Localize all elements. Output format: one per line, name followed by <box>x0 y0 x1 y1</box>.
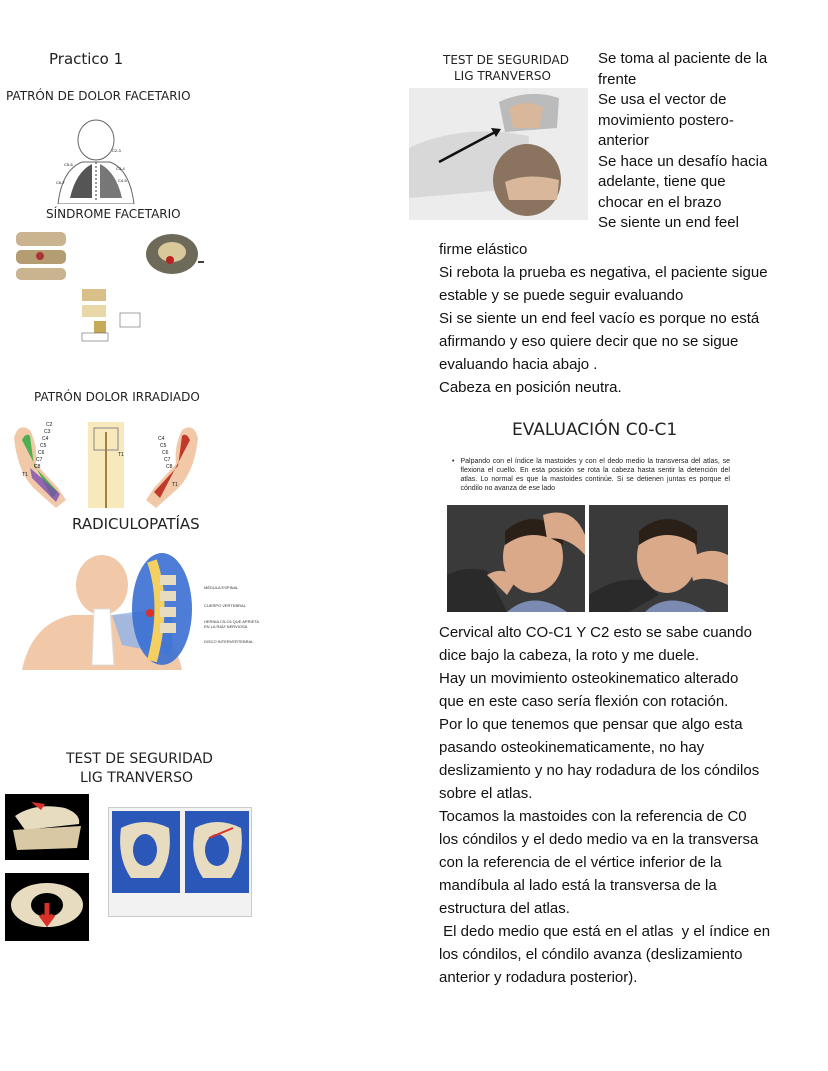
dermatome-label: C8 <box>166 464 173 470</box>
text-line: Se hace un desafío hacia <box>598 152 768 170</box>
vertebra-superior-image <box>142 226 206 282</box>
dermatome-label: C7 <box>164 457 171 463</box>
atlas-superior-image <box>5 873 89 941</box>
dermatome-label: C6 <box>162 450 169 456</box>
text-line: Se toma al paciente de la <box>598 50 768 67</box>
dermatome-radiated-pain-image <box>8 418 204 514</box>
text-line: afirmando y eso quiere decir que no se sigue <box>439 333 739 350</box>
c0-c1-eval-photo-2 <box>589 505 728 612</box>
dermatome-label: C3 <box>44 429 51 435</box>
text-line: El dedo medio que está en el atlas y el índice en <box>439 923 771 940</box>
safety-test-side-notes <box>598 49 767 234</box>
dermatome-label: C4 <box>158 436 165 442</box>
eval-notes <box>439 621 770 989</box>
facet-syndrome-heading: SÍNDROME FACETARIO <box>46 207 181 221</box>
text-line: deslizamiento y no hay rodadura de los cóndilos <box>439 762 760 779</box>
text-line: Hay un movimiento osteokinematico alterado <box>439 670 739 687</box>
radiculopathy-image <box>22 545 262 670</box>
facet-level-label: C5-6 <box>64 162 73 167</box>
transverse-ligament-test-photo <box>409 88 588 220</box>
dermatome-label: T1 <box>172 482 178 488</box>
text-line: adelante, tiene que <box>598 173 726 190</box>
atlas-ligament-photos <box>108 807 252 917</box>
right-safety-title-1: TEST DE SEGURIDAD <box>443 53 569 67</box>
radic-label: DISCO INTERVERTEBRAL <box>204 639 254 644</box>
dermatome-label: C8 <box>34 464 41 470</box>
text-line: con la referencia de el vértice inferior de la <box>439 854 722 871</box>
radiculopathies-heading: RADICULOPATÍAS <box>72 515 200 533</box>
text-line: pasando osteokinematicamente, no hay <box>439 739 705 756</box>
radic-label: CUERPO VERTEBRAL <box>204 603 246 608</box>
text-line: los cóndilos y el dedo medio va en la transversa <box>439 831 759 848</box>
text-line: chocar en el brazo <box>598 193 722 211</box>
facet-joint-diagram-image <box>80 285 144 343</box>
dermatome-label: C7 <box>36 457 43 463</box>
text-line: Si rebota la prueba es negativa, el paciente sigue <box>439 264 768 281</box>
text-line: firme elástico <box>439 241 528 258</box>
text-line: sobre el atlas. <box>439 785 533 802</box>
vertebra-lateral-image <box>10 224 72 284</box>
eval-caption <box>452 457 730 493</box>
facet-level-label: C3-4 <box>116 166 125 171</box>
text-line: Tocamos la mastoides con la referencia de C0 <box>439 808 747 825</box>
text-line: evaluando hacia abajo . <box>439 356 598 373</box>
text-line: Si se siente un end feel vacío es porque no está <box>439 310 760 327</box>
facet-level-label: C2-3 <box>112 148 121 153</box>
facet-level-label: C4-5 <box>118 178 127 183</box>
text-line: anterior y rodadura posterior). <box>439 969 638 986</box>
text-line: Se siente un end feel <box>598 214 739 231</box>
text-line: estable y se puede seguir evaluando <box>439 287 684 304</box>
text-line: Se usa el vector de <box>598 91 727 108</box>
left-safety-title-2: LIG TRANVERSO <box>80 770 194 786</box>
text-line: Por lo que tenemos que pensar que algo esta <box>439 716 743 733</box>
text-line: mandíbula al lado está la transversa de la <box>439 877 717 894</box>
safety-test-notes <box>439 238 768 399</box>
text-line: movimiento postero- <box>598 111 734 129</box>
eval-caption-text: Palpando con el índice la mastoides y con el dedo medio la transversa del atlas, se flexiona el cuello. En esta posición se rota la cabeza hasta sentir la detención del atlas. Lo normal es que la mastoides continúe. Si se detienen juntas es porque el cóndilo no avanza de ese lado <box>460 458 730 492</box>
c0-c1-eval-photo-1 <box>447 505 585 612</box>
dermatome-label: C6 <box>38 450 45 456</box>
left-safety-title-1: TEST DE SEGURIDAD <box>66 751 213 767</box>
facet-pain-pattern-image <box>48 118 144 204</box>
facet-level-label: C6-7 <box>56 180 65 185</box>
text-line: Cervical alto CO-C1 Y C2 esto se sabe cuando <box>439 624 752 641</box>
facet-pattern-heading: PATRÓN DE DOLOR FACETARIO <box>6 89 191 103</box>
text-line: los cóndilos, el cóndilo avanza (deslizamiento <box>439 946 743 963</box>
dermatome-label: T1 <box>22 472 28 478</box>
radic-label: HERNIA C5-C6 QUE APRIETA EN LA RAÍZ NERVIOSA <box>204 619 259 629</box>
dermatome-label: C5 <box>160 443 167 449</box>
right-safety-title-2: LIG TRANVERSO <box>454 69 551 83</box>
dermatome-label: C2 <box>46 422 53 428</box>
atlas-axis-lateral-image <box>5 794 89 860</box>
radic-label: MÉDULA ESPINAL <box>204 585 239 590</box>
text-line: frente <box>598 70 637 88</box>
text-line: Cabeza en posición neutra. <box>439 379 622 396</box>
radiated-pattern-heading: PATRÓN DOLOR IRRADIADO <box>34 390 200 404</box>
practico-title: Practico 1 <box>49 50 124 68</box>
text-line: estructura del atlas. <box>439 900 570 917</box>
dermatome-label: C4 <box>42 436 49 442</box>
dermatome-label: T1 <box>118 452 124 458</box>
dermatome-label: C5 <box>40 443 47 449</box>
text-line: dice bajo la cabeza, la roto y me duele. <box>439 647 700 664</box>
text-line: anterior <box>598 132 649 149</box>
eval-c0-c1-title: EVALUACIÓN C0-C1 <box>512 420 678 440</box>
bullet-icon: • <box>452 458 455 465</box>
text-line: que en este caso sería flexión con rotación. <box>439 693 729 710</box>
